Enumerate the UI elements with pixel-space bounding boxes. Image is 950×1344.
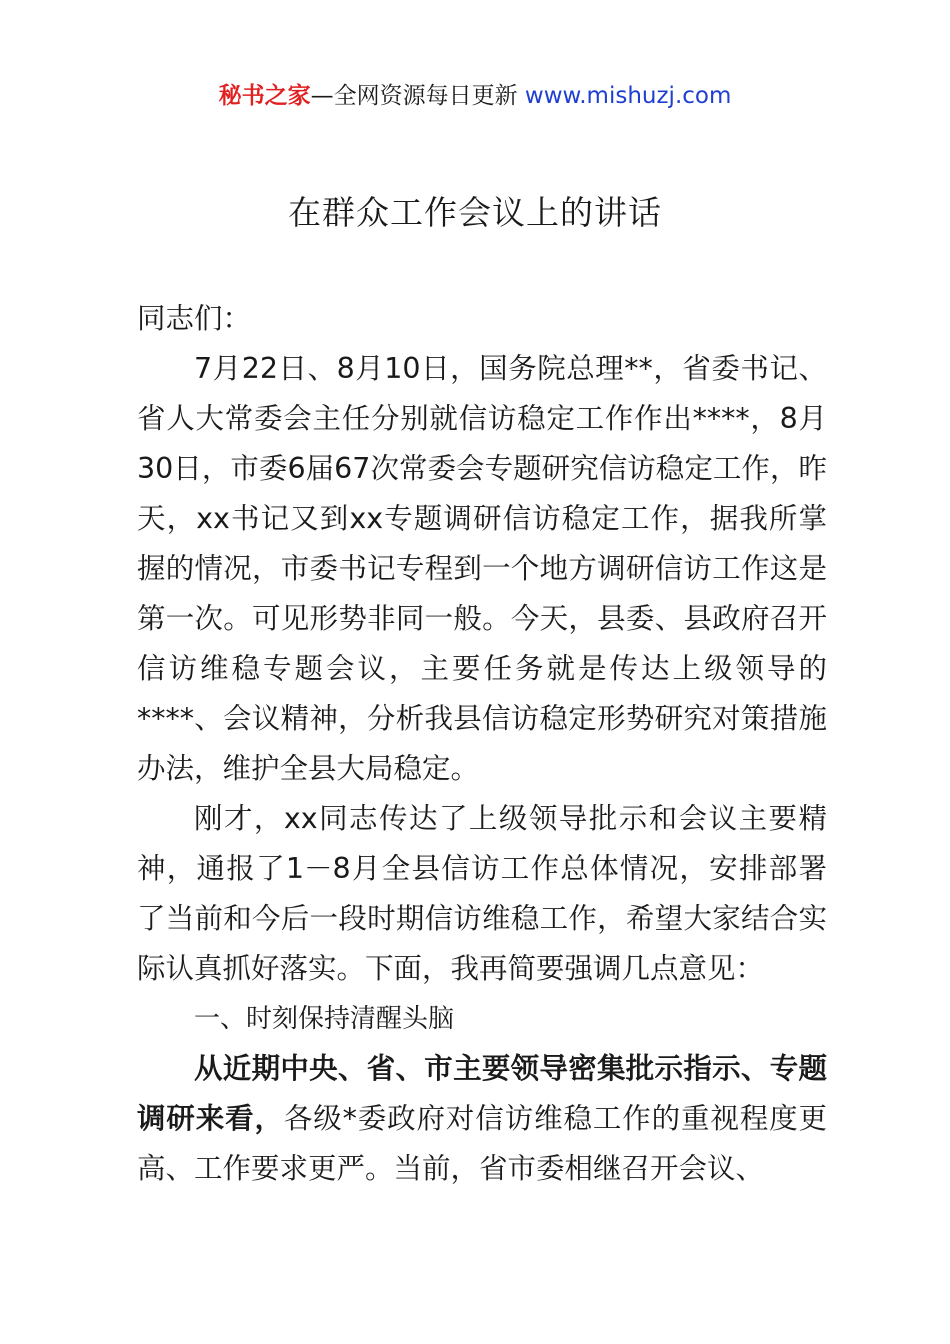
paragraph: 7月22日、8月10日，国务院总理**，省委书记、省人大常委会主任分别就信访稳定工作作出****，8月30日，市委6届67次常委会专题研究信访稳定工作，昨天，xx书记又到xx专题调研信访稳定工作，据我所掌握的情况，市委书记专程到一个地方调研信访工作这是第一次。可见形势非同一般。今天，县委、县政府召开信访维稳专题会议，主要任务就是传达上级领导的****、会议精神，分析我县信访稳定形势研究对策措施办法，维护全县大局稳定。 — [137, 352, 827, 785]
paragraph-text: 各级*委政府对信访维稳工作的重视程度更高、工作要求更严。当前，省市委相继召开会议、 — [137, 1102, 827, 1185]
salutation: 同志们： — [137, 302, 252, 335]
document-body — [137, 294, 827, 1194]
document-title: 在群众工作会议上的讲话 — [288, 193, 662, 232]
bold-lead-text: 从近期中央、省、市主要领导密集批示指示、专题调研来看， — [137, 1052, 827, 1135]
header-tagline: —全网资源每日更新 — [310, 83, 525, 109]
brand-name: 秘书之家 — [218, 83, 311, 109]
paragraph: 刚才，xx同志传达了上级领导批示和会议主要精神，通报了1－8月全县信访工作总体情况，安排部署了当前和今后一段时期信访维稳工作，希望大家结合实际认真抓好落实。下面，我再简要强调几点意见： — [137, 802, 827, 985]
section-heading: 一、时刻保持清醒头脑 — [194, 1004, 455, 1034]
paragraph — [137, 1044, 827, 1194]
site-header — [0, 80, 950, 112]
site-url-link[interactable]: www.mishuzj.com — [524, 83, 732, 109]
